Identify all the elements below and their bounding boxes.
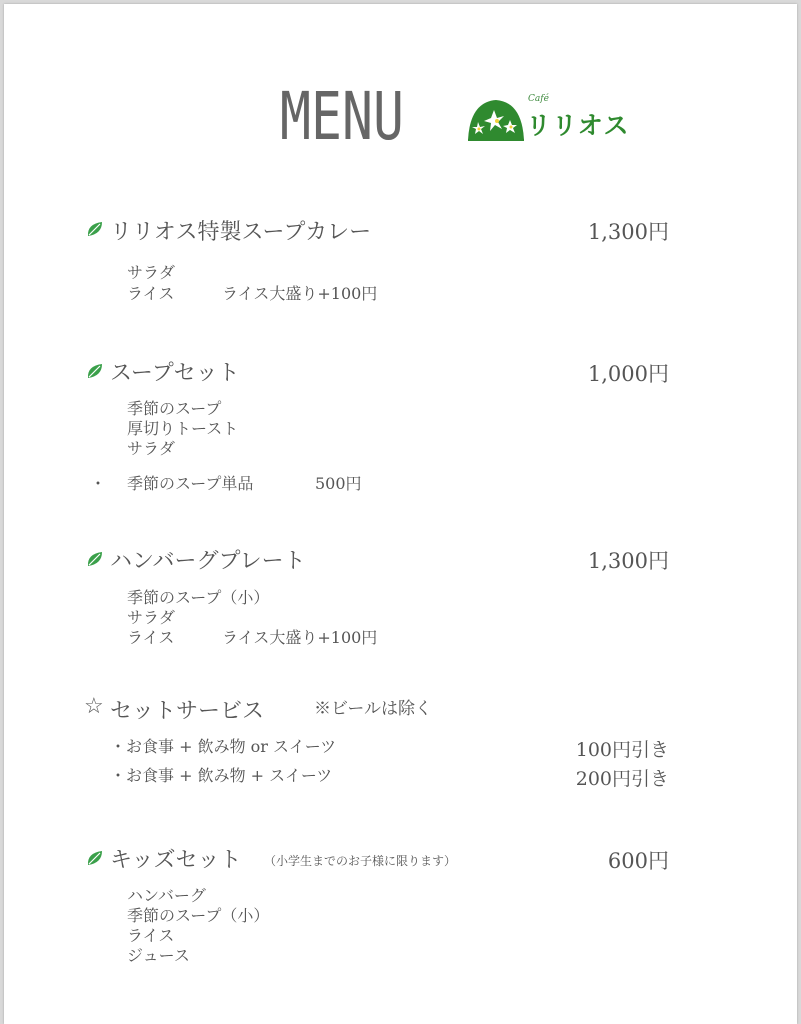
price-kids: 600円 [607, 849, 669, 873]
section-title-curry: リリオス特製スープカレー [110, 220, 372, 245]
list-item: サラダ [127, 439, 175, 458]
list-item: ハンバーグ [127, 886, 206, 905]
service-row-value: 100円引き [575, 739, 669, 761]
logo-name-text: リリオス [526, 111, 630, 140]
section-title-hamburg: ハンバーグプレート [110, 549, 306, 574]
section-title-soup-set: スープセット [110, 361, 240, 386]
service-row-label: ・お食事 + 飲み物 + スイーツ [110, 766, 333, 785]
list-item: 厚切りトースト [127, 419, 239, 438]
kids-age-note: （小学生までのお子様に限ります） [264, 854, 457, 868]
section-title-set-service: セットサービス [110, 699, 265, 724]
list-item: ライス [127, 284, 175, 303]
star-icon: ☆ [84, 694, 104, 719]
list-item: ライス [127, 926, 175, 945]
cafe-logo [466, 92, 641, 152]
list-item: ライス [127, 628, 175, 647]
rice-option: ライス大盛り+100円 [222, 628, 378, 647]
beer-excluded-note: ※ビールは除く [314, 699, 432, 719]
list-item: 季節のスープ（小） [127, 588, 270, 607]
menu-title: MENU [280, 78, 404, 155]
list-item: サラダ [127, 608, 175, 627]
menu-page [4, 4, 797, 1024]
list-item: サラダ [127, 263, 175, 282]
leaf-icon [86, 849, 104, 867]
price-curry: 1,300円 [587, 220, 669, 244]
service-row-label: ・お食事 + 飲み物 or スイーツ [110, 737, 337, 756]
list-item: 季節のスープ [127, 399, 222, 418]
logo-cafe-text: Café [528, 94, 549, 104]
section-title-kids: キッズセット [110, 848, 242, 873]
leaf-icon [86, 362, 104, 380]
price-hamburg: 1,300円 [587, 549, 669, 573]
list-item: 季節のスープ（小） [127, 906, 270, 925]
price-soup-set: 1,000円 [587, 362, 669, 386]
list-item: ジュース [127, 946, 190, 965]
leaf-icon [86, 220, 104, 238]
rice-option: ライス大盛り+100円 [222, 284, 378, 303]
bullet: ・ [90, 474, 107, 493]
single-soup-price: 500円 [315, 474, 362, 493]
single-soup-label: 季節のスープ単品 [127, 474, 254, 493]
logo-emblem-icon [466, 96, 526, 146]
service-row-value: 200円引き [575, 768, 669, 790]
leaf-icon [86, 550, 104, 568]
